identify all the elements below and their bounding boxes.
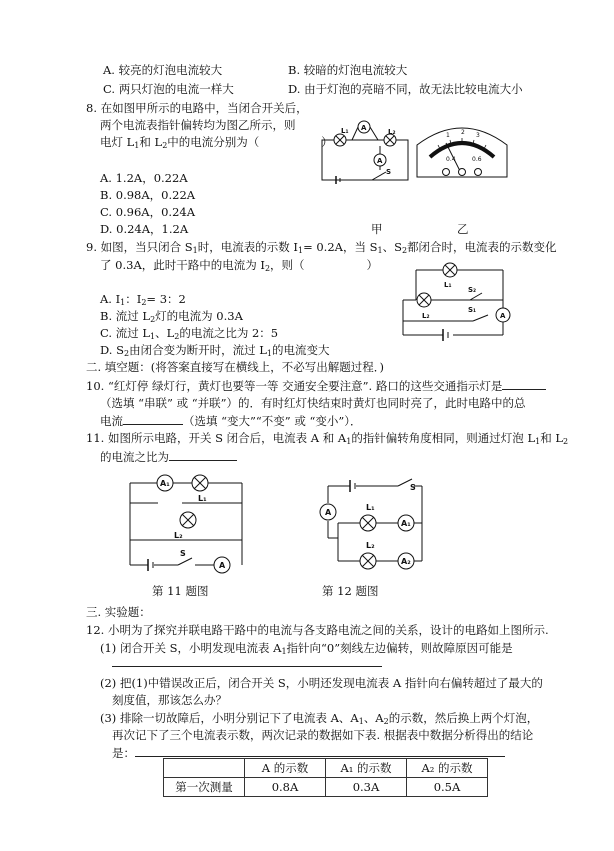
fig-label-jia: 甲 bbox=[371, 222, 383, 236]
lamp-label-l1: L₁ bbox=[341, 127, 349, 135]
table-cell: 第一次测量 bbox=[164, 778, 245, 797]
q12-part1: (1) 闭合开关 S，小明发现电流表 A1指针向“0”刻线左边偏转，则故障原因可能是 bbox=[100, 641, 513, 656]
q10-blank-2[interactable] bbox=[123, 413, 183, 425]
q8-option-a: A. 1.2A，0.22A bbox=[100, 171, 188, 185]
ammeter-label-a1: A₁ bbox=[401, 519, 411, 528]
lamp-label-l2: L₂ bbox=[388, 128, 396, 136]
q9-option-a: A. I1：I2= 3：2 bbox=[100, 292, 186, 307]
q12-data-table bbox=[163, 758, 488, 797]
q7-option-a: A. 较亮的灯泡电流较大 bbox=[103, 63, 223, 77]
section2-title: 二. 填空题：(将答案直接写在横线上，不必写出解题过程．) bbox=[86, 360, 385, 374]
q7-option-c: C. 两只灯泡的电流一样大 bbox=[103, 82, 234, 96]
ammeter-label-a2: A₂ bbox=[401, 557, 411, 566]
q9-option-d: D. S2由闭合变为断开时，流过 L1的电流变大 bbox=[100, 343, 330, 358]
q8-option-c: C. 0.96A，0.24A bbox=[100, 205, 196, 219]
ammeter-label: A bbox=[219, 561, 226, 570]
switch-label-s2: S₂ bbox=[468, 286, 477, 294]
ammeter-label: A bbox=[377, 157, 383, 165]
q12-circuit-figure bbox=[318, 478, 428, 583]
q11-line1: 11. 如图所示电路，开关 S 闭合后，电流表 A 和 A1的指针偏转角度相同，则通过灯泡 L1和 L2 bbox=[86, 431, 569, 446]
q11-blank[interactable] bbox=[169, 449, 237, 461]
q11-circuit-figure bbox=[130, 470, 245, 580]
dial-mark: 1 bbox=[446, 132, 450, 139]
dial-mark: 3 bbox=[476, 132, 480, 139]
lamp-label-l1: L₁ bbox=[366, 503, 375, 512]
q12-part2-line1: (2) 把(1)中错误改正后，闭合开关 S，小明还发现电流表 A 指针向右偏转超过了最大的 bbox=[100, 676, 543, 690]
table-header-cell bbox=[164, 759, 245, 778]
table-header-cell: A₂ 的示数 bbox=[407, 759, 488, 778]
q8-ammeter-dial-figure bbox=[412, 115, 512, 185]
q12-part1-answer-line[interactable] bbox=[112, 655, 382, 667]
q8-stem-line1: 8. 在如图甲所示的电路中，当闭合开关后， bbox=[86, 101, 308, 115]
q8-stem-line2: 两个电流表指针偏转均为图乙所示，则 bbox=[100, 118, 296, 132]
q9-stem-line1: 9. 如图，当只闭合 S1时，电流表的示数 I1= 0.2A，当 S1、S2都闭合时，电流表的示数变化 bbox=[86, 240, 557, 255]
ammeter-label: A bbox=[325, 508, 332, 517]
q12-part3-line1: (3) 排除一切故障后，小明分别记下了电流表 A、A1、A2的示数，然后换上两个灯泡， bbox=[100, 711, 539, 726]
ammeter-label-a1: A₁ bbox=[160, 479, 170, 488]
q10-line3: 电流 （选填 “变大”“不变” 或 “变小”）． bbox=[100, 414, 362, 428]
q8-option-b: B. 0.98A，0.22A bbox=[100, 188, 196, 202]
q7-option-b: B. 较暗的灯泡电流较大 bbox=[288, 63, 408, 77]
q11-line2: 的电流之比为 bbox=[100, 449, 237, 464]
q12-part3-line3: 是： bbox=[112, 745, 505, 760]
table-cell: 0.8A bbox=[245, 778, 326, 797]
q9-circuit-figure bbox=[398, 260, 513, 340]
switch-label: S bbox=[410, 483, 416, 492]
switch-label-s1: S₁ bbox=[468, 306, 477, 314]
q8-stem-line3: 电灯 L1和 L2中的电流分别为（ ） bbox=[100, 135, 333, 150]
dial-mark: 2 bbox=[461, 129, 465, 136]
table-cell: 0.5A bbox=[407, 778, 488, 797]
q12-stem: 12. 小明为了探究并联电路干路中的电流与各支路电流之间的关系，设计的电路如上图所示. bbox=[86, 623, 549, 637]
q9-stem-line2: 了 0.3A，此时干路中的电流为 I2，则（ ） bbox=[100, 258, 379, 273]
lamp-label-l2: L₂ bbox=[422, 312, 430, 320]
q12-conclusion-blank[interactable] bbox=[135, 745, 505, 757]
q12-part3-line2: 再次记下了三个电流表示数，两次记录的数据如下表. 根据表中数据分析得出的结论 bbox=[112, 728, 534, 742]
dial-mark: 0.6 bbox=[472, 156, 482, 163]
ammeter-label: A bbox=[500, 312, 506, 320]
table-row bbox=[164, 778, 488, 797]
q8-circuit-figure bbox=[318, 118, 418, 188]
q9-option-b: B. 流过 L2灯的电流为 0.3A bbox=[100, 309, 243, 324]
switch-label: S bbox=[386, 168, 392, 176]
table-header-cell: A 的示数 bbox=[245, 759, 326, 778]
lamp-label-l1: L₁ bbox=[198, 494, 207, 503]
ammeter-label: A bbox=[361, 124, 367, 132]
section3-title: 三. 实验题： bbox=[86, 605, 151, 619]
lamp-label-l2: L₂ bbox=[366, 541, 375, 550]
fig11-caption: 第 11 题图 bbox=[152, 584, 209, 598]
dial-mark: 0.4 bbox=[446, 156, 456, 163]
lamp-label-l2: L₂ bbox=[174, 531, 183, 540]
q10-line2: （选填 “串联” 或 “并联”）的．有时红灯快结束时黄灯也同时亮了，此时电路中的总 bbox=[100, 396, 526, 410]
table-header-cell: A₁ 的示数 bbox=[326, 759, 407, 778]
q12-part2-line2: 刻度值，那该怎么办？ bbox=[112, 693, 227, 707]
q10-blank-1[interactable] bbox=[502, 378, 546, 390]
fig12-caption: 第 12 题图 bbox=[322, 584, 379, 598]
fig-label-yi: 乙 bbox=[457, 222, 469, 236]
table-cell: 0.3A bbox=[326, 778, 407, 797]
lamp-label-l1: L₁ bbox=[444, 281, 452, 289]
q7-option-d: D. 由于灯泡的亮暗不同，故无法比较电流大小 bbox=[288, 82, 523, 96]
q9-option-c: C. 流过 L1、L2的电流之比为 2：5 bbox=[100, 326, 279, 341]
q8-option-d: D. 0.24A，1.2A bbox=[100, 222, 189, 236]
table-header-row bbox=[164, 759, 488, 778]
switch-label: S bbox=[180, 549, 186, 558]
q10-line1: 10. “红灯停 绿灯行，黄灯也要等一等 交通安全要注意”. 路口的这些交通指示灯是 bbox=[86, 378, 546, 393]
